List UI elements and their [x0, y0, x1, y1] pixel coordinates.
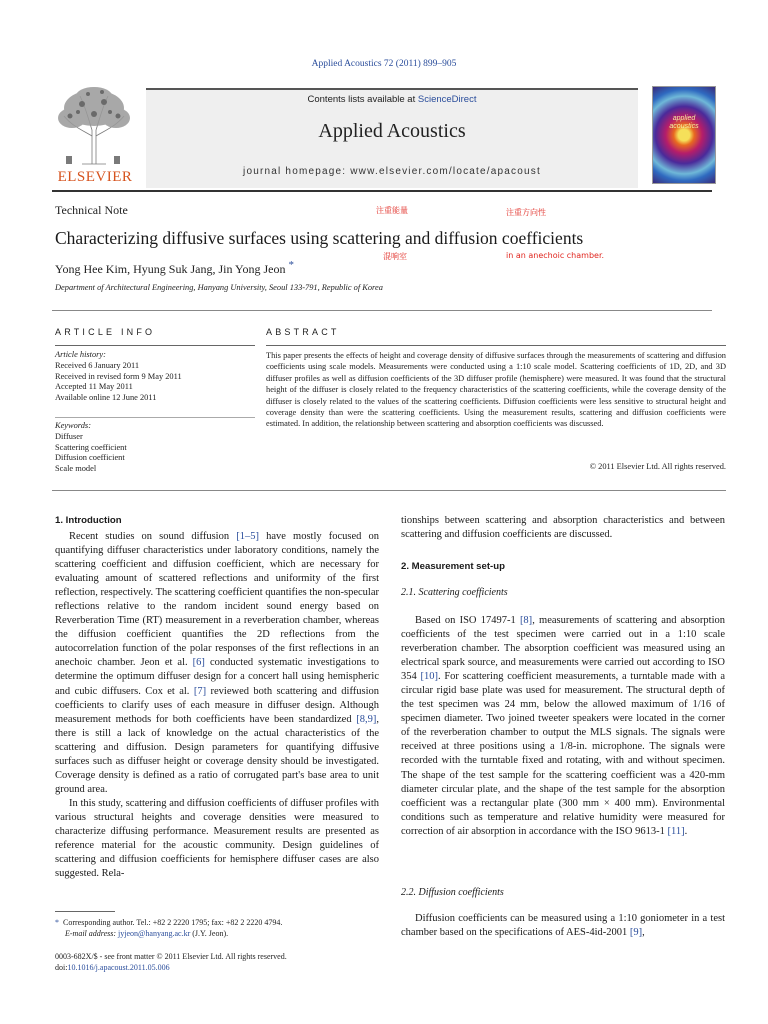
keywords-label: Keywords: [55, 421, 91, 430]
handwritten-note-1: 注重能量 [376, 206, 408, 215]
footnote [55, 917, 385, 939]
corresponding-author-mark[interactable]: * [288, 259, 294, 271]
cover-title: applied acoustics [669, 115, 699, 130]
history-online: Available online 12 June 2011 [55, 393, 157, 403]
keyword-item: Scattering coefficient [55, 442, 127, 452]
handwritten-note-2: 注重方向性 [506, 208, 546, 217]
reference-link[interactable]: [6] [192, 657, 205, 669]
email-link[interactable]: jyjeon@hanyang.ac.kr [118, 929, 191, 938]
introduction-text [55, 530, 379, 881]
scattering-text [401, 614, 725, 839]
affiliation-divider [52, 310, 712, 311]
keyword-item: Diffusion coefficient [55, 453, 125, 463]
doi-link[interactable]: 10.1016/j.apacoust.2011.05.006 [67, 963, 170, 972]
history-received: Received 6 January 2011 [55, 360, 140, 370]
reference-link[interactable]: [7] [193, 685, 207, 697]
keywords-rule [55, 417, 255, 418]
abstract-text: This paper presents the effects of height and coverage density of diffusive surfaces through the measurements of scattering and diffusion coefficients using scale models. Measurements were conducted using a 1:10 scale model. Scattering coefficients of 1D, 2D, and 3D diffuser profiles as well as diffusion coefficients of the 3D diffuser profile (hemisphere) were measured. It was found that the structural height of the diffuser is closely related to the frequency characteristics of the scattering coefficients, while the coverage density of the diffuser is closely related to the values of the scattering coefficients. Diffusion coefficients were less sensitive to structural height and coverage density than were the scattering coefficients. Using the measurement results, scattering and diffusion coefficients were estimated. In addition, the relationship between scattering and absorption coefficients was discussed. [266, 351, 726, 429]
contents-line [146, 94, 638, 105]
journal-citation[interactable]: Applied Acoustics 72 (2011) 899–905 [311, 59, 457, 69]
elsevier-logo [52, 86, 136, 186]
keyword-item: Diffuser [55, 431, 83, 441]
elsevier-tree-icon [52, 86, 136, 166]
reference-link[interactable]: [8,9] [356, 713, 377, 725]
homepage-url[interactable]: www.elsevier.com/locate/apacoust [350, 166, 541, 177]
diffusion-paragraph: Diffusion coefficients can be measured using a 1:10 goniometer in a test chamber based on the specifications of AES-4id-2001 [9], [401, 913, 725, 939]
handwritten-note-3: 混响室 [383, 252, 407, 261]
article-title: Characterizing diffusive surfaces using scattering and diffusion coefficients [55, 228, 584, 248]
homepage-prefix: journal homepage: [243, 166, 351, 177]
history-revised: Received in revised form 9 May 2011 [55, 371, 182, 381]
abstract-copyright: © 2011 Elsevier Ltd. All rights reserved. [589, 462, 726, 471]
author-names: Yong Hee Kim, Hyung Suk Jang, Jin Yong Jeon [55, 262, 286, 276]
subsection-heading-scattering: 2.1. Scattering coefficients [401, 587, 508, 598]
footnote-rule [55, 911, 115, 912]
scattering-paragraph: Based on ISO 17497-1 [8], measurements of scattering and absorption coefficients of the test specimen were carried out in a 1:10 scale reverberation chamber. The absorption coefficient was measured using an electrical spark source, and measurements were carried out according to ISO 354 [10]. For scattering coefficient measurements, a turntable made with a circular rigid base plate was used for measurement. The structural depth of the test specimen was 24 mm, below the allowed maximum of 1/16 of specimen diameter. Two joined tweeter speakers were located in the corner of the reverberation chamber to output the MLS signals. The signals were received at three positions using a 1/8-in. microphone. The signals were recorded with the turntable fixed and rotating, with and without specimen. The shape of the test sample for the scattering coefficient was a 420-mm diameter circular plate, and the shape of the test sample for the absorption coefficient was a rectangular plate (300 mm × 400 mm). Environmental conditions such as temperature and relative humidity were measured for correction of air absorption in accordance with the ISO 9613-1 [11]. [401, 615, 725, 837]
article-type: Technical Note [55, 203, 128, 217]
article-history [55, 350, 255, 404]
history-label: Article history: [55, 350, 106, 359]
diffusion-text [401, 912, 725, 940]
email-line: E-mail address: jyjeon@hanyang.ac.kr (J.Y. Jeon). [65, 929, 229, 938]
keyword-item: Scale model [55, 464, 97, 474]
article-info-rule [55, 345, 255, 346]
journal-homepage [146, 166, 638, 177]
author-list [55, 259, 294, 277]
section-heading-introduction: 1. Introduction [55, 515, 122, 526]
corresponding-author-note: * Corresponding author. Tel.: +82 2 2220 1795; fax: +82 2 2220 4794. [55, 918, 283, 927]
reference-link[interactable]: [11] [667, 825, 685, 837]
doi-line: doi:10.1016/j.apacoust.2011.05.006 [55, 963, 170, 972]
history-accepted: Accepted 11 May 2011 [55, 382, 133, 392]
abstract-rule [266, 345, 726, 346]
continuation-paragraph: tionships between scattering and absorption characteristics and between scattering and diffusion coefficients are discussed. [401, 515, 725, 541]
reference-link[interactable]: [8] [519, 615, 533, 626]
journal-name: Applied Acoustics [318, 120, 466, 142]
elsevier-wordmark: ELSEVIER [57, 169, 133, 185]
handwritten-note-4: in an anechoic chamber. [506, 251, 605, 260]
intro-paragraph-2: In this study, scattering and diffusion coefficients of diffuser profiles with various structural heights and coverage densities were measured to characterize diffusing performance. Measurement results are presented as reference material for the acoustic community. Design guidelines of scattering and diffusion coefficients for hemisphere diffuser cases are also suggested. Rela- [55, 797, 379, 880]
abstract-heading: ABSTRACT [266, 327, 340, 337]
issn-line: 0003-682X/$ - see front matter © 2011 Elsevier Ltd. All rights reserved. [55, 952, 287, 961]
continuation-text [401, 514, 725, 542]
contents-prefix: Contents lists available at [307, 94, 418, 105]
article-info-heading: ARTICLE INFO [55, 327, 156, 337]
bottom-meta [55, 951, 455, 973]
reference-link[interactable]: [9] [629, 927, 643, 939]
sciencedirect-link[interactable]: ScienceDirect [417, 94, 477, 105]
reference-link[interactable]: [1–5] [236, 531, 259, 542]
reference-link[interactable]: [10] [420, 671, 438, 683]
affiliation: Department of Architectural Engineering, Hanyang University, Seoul 133-791, Republic of Korea [55, 283, 383, 292]
journal-cover-image [652, 86, 716, 184]
intro-paragraph-1: Recent studies on sound diffusion [1–5] have mostly focused on quantifying diffuser characteristics under laboratory conditions, namely the scattering coefficient and diffusion coefficient, which are necessary for evaluating amount of scattered reflections and uniformity of the first reflection, respectively. The scattering coefficient quantifies the non-specular reflections relative to the random incident sound energy based on Reverberation Time (RT) measurement in a reverberation chamber, whereas the diffusion coefficient quantifies the 2D reflections from the autocorrelation function of the polar responses of the first reflections in an anechoic chamber. Jeon et al. [6] conducted systematic investigations to determine the optimum diffuser design for a concert hall using hemispheric and cubic diffusers. Cox et al. [7] reviewed both scattering and diffusion coefficients to clarify uses of each measure in diffuser design. Although measurement methods for both coefficients have been standardized [8,9], there is still a lack of knowledge on the actual characteristics of the scattering and diffusion. Design parameters for quantifying diffusive surfaces such as diffuser height or coverage density should be investigated. Coverage density is defined as a ratio of corrugated part's base area to unit ground area. [55, 531, 380, 795]
footnote-star: * [55, 918, 59, 927]
body-divider [52, 490, 726, 491]
keywords-block [55, 421, 255, 475]
section-heading-measurement: 2. Measurement set-up [401, 561, 505, 572]
header-divider [52, 190, 712, 192]
subsection-heading-diffusion: 2.2. Diffusion coefficients [401, 887, 504, 898]
